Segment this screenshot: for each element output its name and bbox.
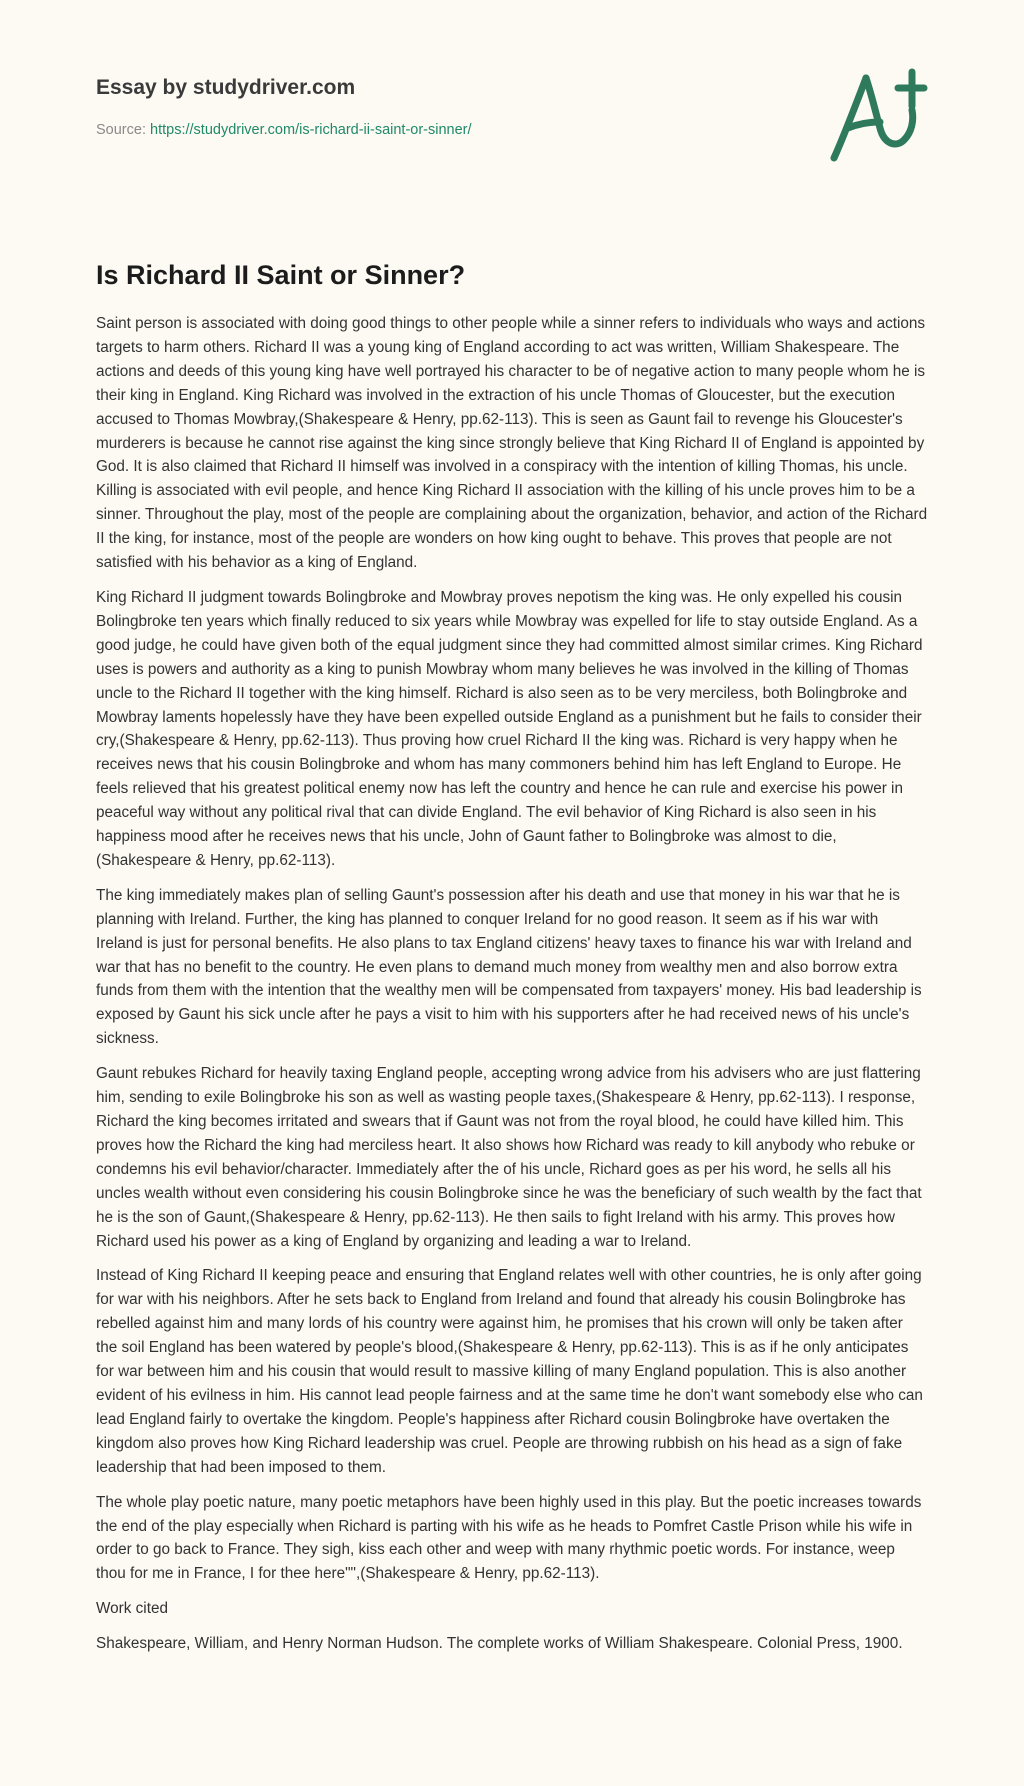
source-link[interactable]: https://studydriver.com/is-richard-ii-saint-or-sinner/ bbox=[150, 122, 472, 138]
essay-paragraph: Gaunt rebukes Richard for heavily taxing England people, accepting wrong advice from his advisers who are just flattering him, sending to exile Bolingbroke his son as well as wasting people taxes,(Shakespeare & Henry, pp.62-113). I response, Richard the king becomes irritated and swears that if Gaunt was not from the royal blood, he could have killed him. This proves how the Richard the king had merciless heart. It also shows how Richard was ready to kill anybody who rebuke or condemns his evil behavior/character. Immediately after the of his uncle, Richard goes as per his word, he sells all his uncles wealth without even considering his cousin Bolingbroke since he was the beneficiary of such wealth by the fact that he is the son of Gaunt,(Shakespeare & Henry, pp.62-113). He then sails to fight Ireland with his army. This proves how Richard used his power as a king of England by organizing and leading a war to Ireland. bbox=[96, 1065, 922, 1250]
source-line bbox=[96, 120, 796, 140]
works-cited-heading: Work cited bbox=[96, 1600, 168, 1618]
essay-paragraph: Saint person is associated with doing good things to other people while a sinner refers to individuals who ways and actions targets to harm others. Richard II was a young king of England according to act was written, William Shakespeare. The actions and deeds of this young king have well portrayed his character to be of negative action to many people whom he is their king in England. King Richard was involved in the extraction of his uncle Thomas of Gloucester, but the execution accused to Thomas Mowbray,(Shakespeare & Henry, pp.62-113). This is seen as Gaunt fail to revenge his Gloucester's murderers is because he cannot rise against the king since strongly believe that King Richard II of England is appointed by God. It is also claimed that Richard II himself was involved in a conspiracy with the intention of killing Thomas, his uncle. Killing is associated with evil people, and hence King Richard II association with the killing of his uncle proves him to be a sinner. Throughout the play, most of the people are complaining about the organization, behavior, and action of the Richard II the king, for instance, most of the people are wonders on how king ought to behave. This proves that people are not satisfied with his behavior as a king of England. bbox=[96, 315, 928, 572]
site-brand: Essay by studydriver.com bbox=[96, 76, 356, 99]
essay-paragraph: Instead of King Richard II keeping peace and ensuring that England relates well with other countries, he is only after going for war with his neighbors. After he sets back to England from Ireland and found that already his cousin Bolingbroke has rebelled against him and many lords of his country were against him, he promises that his crown will only be taken after the soil England has been watered by people's blood,(Shakespeare & Henry, pp.62-113). This is as if he only anticipates for war between him and his cousin that would result to massive killing of many England population. This is also another evident of his evilness in him. His cannot lead people fairness and at the same time he don't want somebody else who can lead England fairly to overtake the kingdom. People's happiness after Richard cousin Bolingbroke have overtaken the kingdom also proves how King Richard leadership was cruel. People are throwing rubbish on his head as a sign of fake leadership that had been imposed to them. bbox=[96, 1267, 923, 1476]
essay-paragraph: King Richard II judgment towards Bolingbroke and Mowbray proves nepotism the king was. He only expelled his cousin Bolingbroke ten years which finally reduced to six years while Mowbray was expelled for life to stay outside England. As a good judge, he could have given both of the equal judgment since they had committed almost similar crimes. King Richard uses is powers and authority as a king to punish Mowbray whom many believes he was involved in the killing of Thomas uncle to the Richard II together with the king himself. Richard is also seen as to be very merciless, both Bolingbroke and Mowbray laments hopelessly have they have been expelled outside England as a punishment but he fails to consider their cry,(Shakespeare & Henry, pp.62-113). Thus proving how cruel Richard II the king was. Richard is very happy when he receives news that his cousin Bolingbroke and whom has many commoners behind him has left England to Europe. He feels relieved that his greatest political enemy now has left the country and hence he can rule and exercise his power in peaceful way without any political rival that can divide England. The evil behavior of King Richard is also seen in his happiness mood after he receives news that his uncle, John of Gaunt father to Bolingbroke was almost to die,(Shakespeare & Henry, pp.62-113). bbox=[96, 588, 923, 869]
a-plus-logo-icon bbox=[822, 66, 932, 166]
essay-title: Is Richard II Saint or Sinner? bbox=[96, 260, 466, 290]
works-cited-entry: Shakespeare, William, and Henry Norman Hudson. The complete works of William Shakespeare. Colonial Press, 1900. bbox=[96, 1635, 903, 1653]
essay-paragraph: The king immediately makes plan of selling Gaunt's possession after his death and use that money in his war that he is planning with Ireland. Further, the king has planned to conquer Ireland for no good reason. It seem as if his war with Ireland is just for personal benefits. He also plans to tax England citizens' heavy taxes to finance his war with Ireland and war that has no benefit to the country. He even plans to demand much money from wealthy men and also borrow extra funds from them with the intention that the wealthy men will be compensated from taxpayers' money. His bad leadership is exposed by Gaunt his sick uncle after he pays a visit to him with his supporters after he had received news of his uncle's sickness. bbox=[96, 886, 922, 1048]
page-header bbox=[96, 74, 796, 140]
essay-paragraph: The whole play poetic nature, many poetic metaphors have been highly used in this play. But the poetic increases towards the end of the play especially when Richard is parting with his wife as he heads to Pomfret Castle Prison while his wife in order to go back to France. They sigh, kiss each other and weep with many rhythmic poetic words. For instance, weep thou for me in France, I for thee here"",(Shakespeare & Henry, pp.62-113). bbox=[96, 1493, 922, 1583]
source-label: Source: bbox=[96, 122, 146, 138]
essay-body bbox=[96, 258, 928, 1667]
